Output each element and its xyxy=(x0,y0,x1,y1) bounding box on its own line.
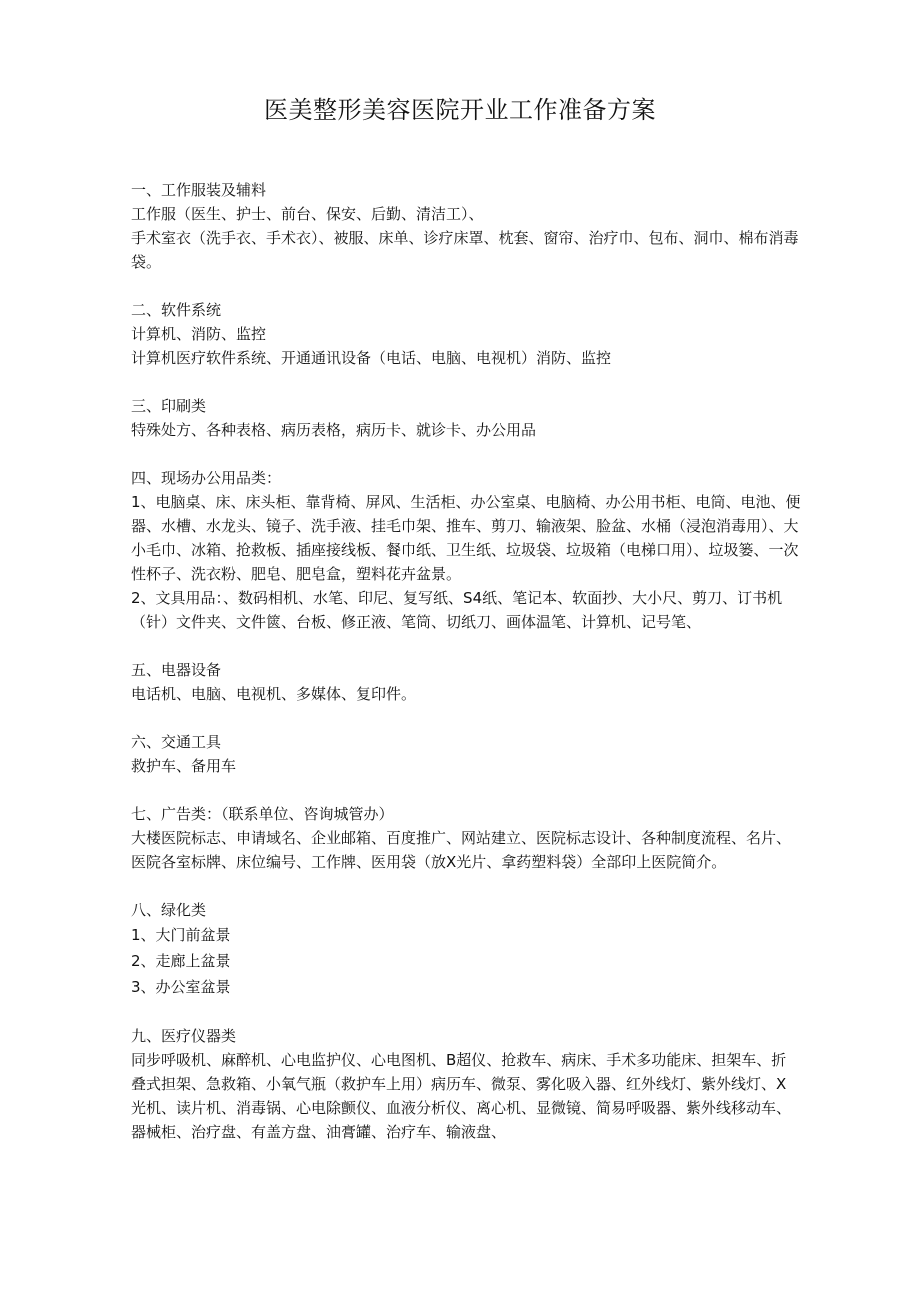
section-heading: 二、软件系统 xyxy=(131,301,222,319)
section-software xyxy=(131,298,801,370)
section-printing xyxy=(131,394,801,442)
paragraph-line: 计算机医疗软件系统、开通通讯设备（电话、电脑、电视机）消防、监控 xyxy=(131,349,612,367)
section-heading: 一、工作服装及辅料 xyxy=(131,181,267,199)
section-electrical xyxy=(131,658,801,706)
section-heading: 八、绿化类 xyxy=(131,901,207,919)
paragraph-line: 同步呼吸机、麻醉机、心电监护仪、心电图机、B超仪、抢救车、病床、手术多功能床、担架车、折叠式担架、急救箱、小氧气瓶（救护车上用）病历车、微泵、雾化吸入器、红外线灯、紫外线灯、X光机、读片机、消毒锅、心电除颤仪、血液分析仪、离心机、显微镜、简易呼吸器、紫外线移动车、器械柜、治疗盘、有盖方盘、油膏罐、治疗车、输液盘、 xyxy=(131,1051,792,1141)
document-title: 医美整形美容医院开业工作准备方案 xyxy=(264,96,656,124)
document-body xyxy=(131,178,801,1168)
section-advertising xyxy=(131,802,801,874)
paragraph-line: 救护车、备用车 xyxy=(131,757,237,775)
paragraph-line: 计算机、消防、监控 xyxy=(131,325,267,343)
section-heading: 四、现场办公用品类： xyxy=(131,469,282,487)
paragraph-line: 手术室衣（洗手衣、手术衣）、被服、床单、诊疗床罩、枕套、窗帘、治疗巾、包布、洞巾、棉布消毒袋。 xyxy=(131,229,799,271)
section-greenery xyxy=(131,898,801,1000)
paragraph-line: 工作服（医生、护士、前台、保安、后勤、清洁工）、 xyxy=(131,205,484,223)
paragraph-line: 大楼医院标志、申请域名、企业邮箱、百度推广、网站建立、医院标志设计、各种制度流程、名片、医院各室标牌、床位编号、工作牌、医用袋（放X光片、拿药塑料袋）全部印上医院简介。 xyxy=(131,829,792,871)
section-heading: 六、交通工具 xyxy=(131,733,222,751)
section-medical-equipment xyxy=(131,1024,801,1144)
list-item: 3、办公室盆景 xyxy=(131,978,231,996)
section-heading: 三、印刷类 xyxy=(131,397,207,415)
list-item: 1、大门前盆景 xyxy=(131,926,231,944)
section-heading: 五、电器设备 xyxy=(131,661,222,679)
list-item: 2、走廊上盆景 xyxy=(131,952,231,970)
paragraph-line: 电话机、电脑、电视机、多媒体、复印件。 xyxy=(131,685,417,703)
section-heading: 九、医疗仪器类 xyxy=(131,1027,237,1045)
paragraph-line: 2、文具用品：、数码相机、水笔、印尼、复写纸、S4纸、笔记本、软面抄、大小尺、剪刀、订书机（针）文件夹、文件篋、台板、修正液、笔筒、切纸刀、画体温笔、计算机、记号笔、 xyxy=(131,589,783,631)
section-heading: 七、广告类：（联系单位、咨询城管办） xyxy=(131,805,394,823)
paragraph-line: 1、电脑桌、床、床头柜、靠背椅、屏风、生活柜、办公室桌、电脑椅、办公用书柜、电筒、电池、便器、水槽、水龙头、镜子、洗手液、挂毛巾架、推车、剪刀、输液架、脸盆、水桶（浸泡消毒用）、大小毛巾、冰箱、抢救板、插座接线板、餐巾纸、卫生纸、垃圾袋、垃圾箱（电梯口用）、垃圾篓、一次性杯子、洗衣粉、肥皂、肥皂盒，塑料花卉盆景。 xyxy=(131,493,801,583)
section-clothing xyxy=(131,178,801,274)
section-transport xyxy=(131,730,801,778)
section-office-supplies xyxy=(131,466,801,634)
paragraph-line: 特殊处方、各种表格、病历表格，病历卡、就诊卡、办公用品 xyxy=(131,421,537,439)
